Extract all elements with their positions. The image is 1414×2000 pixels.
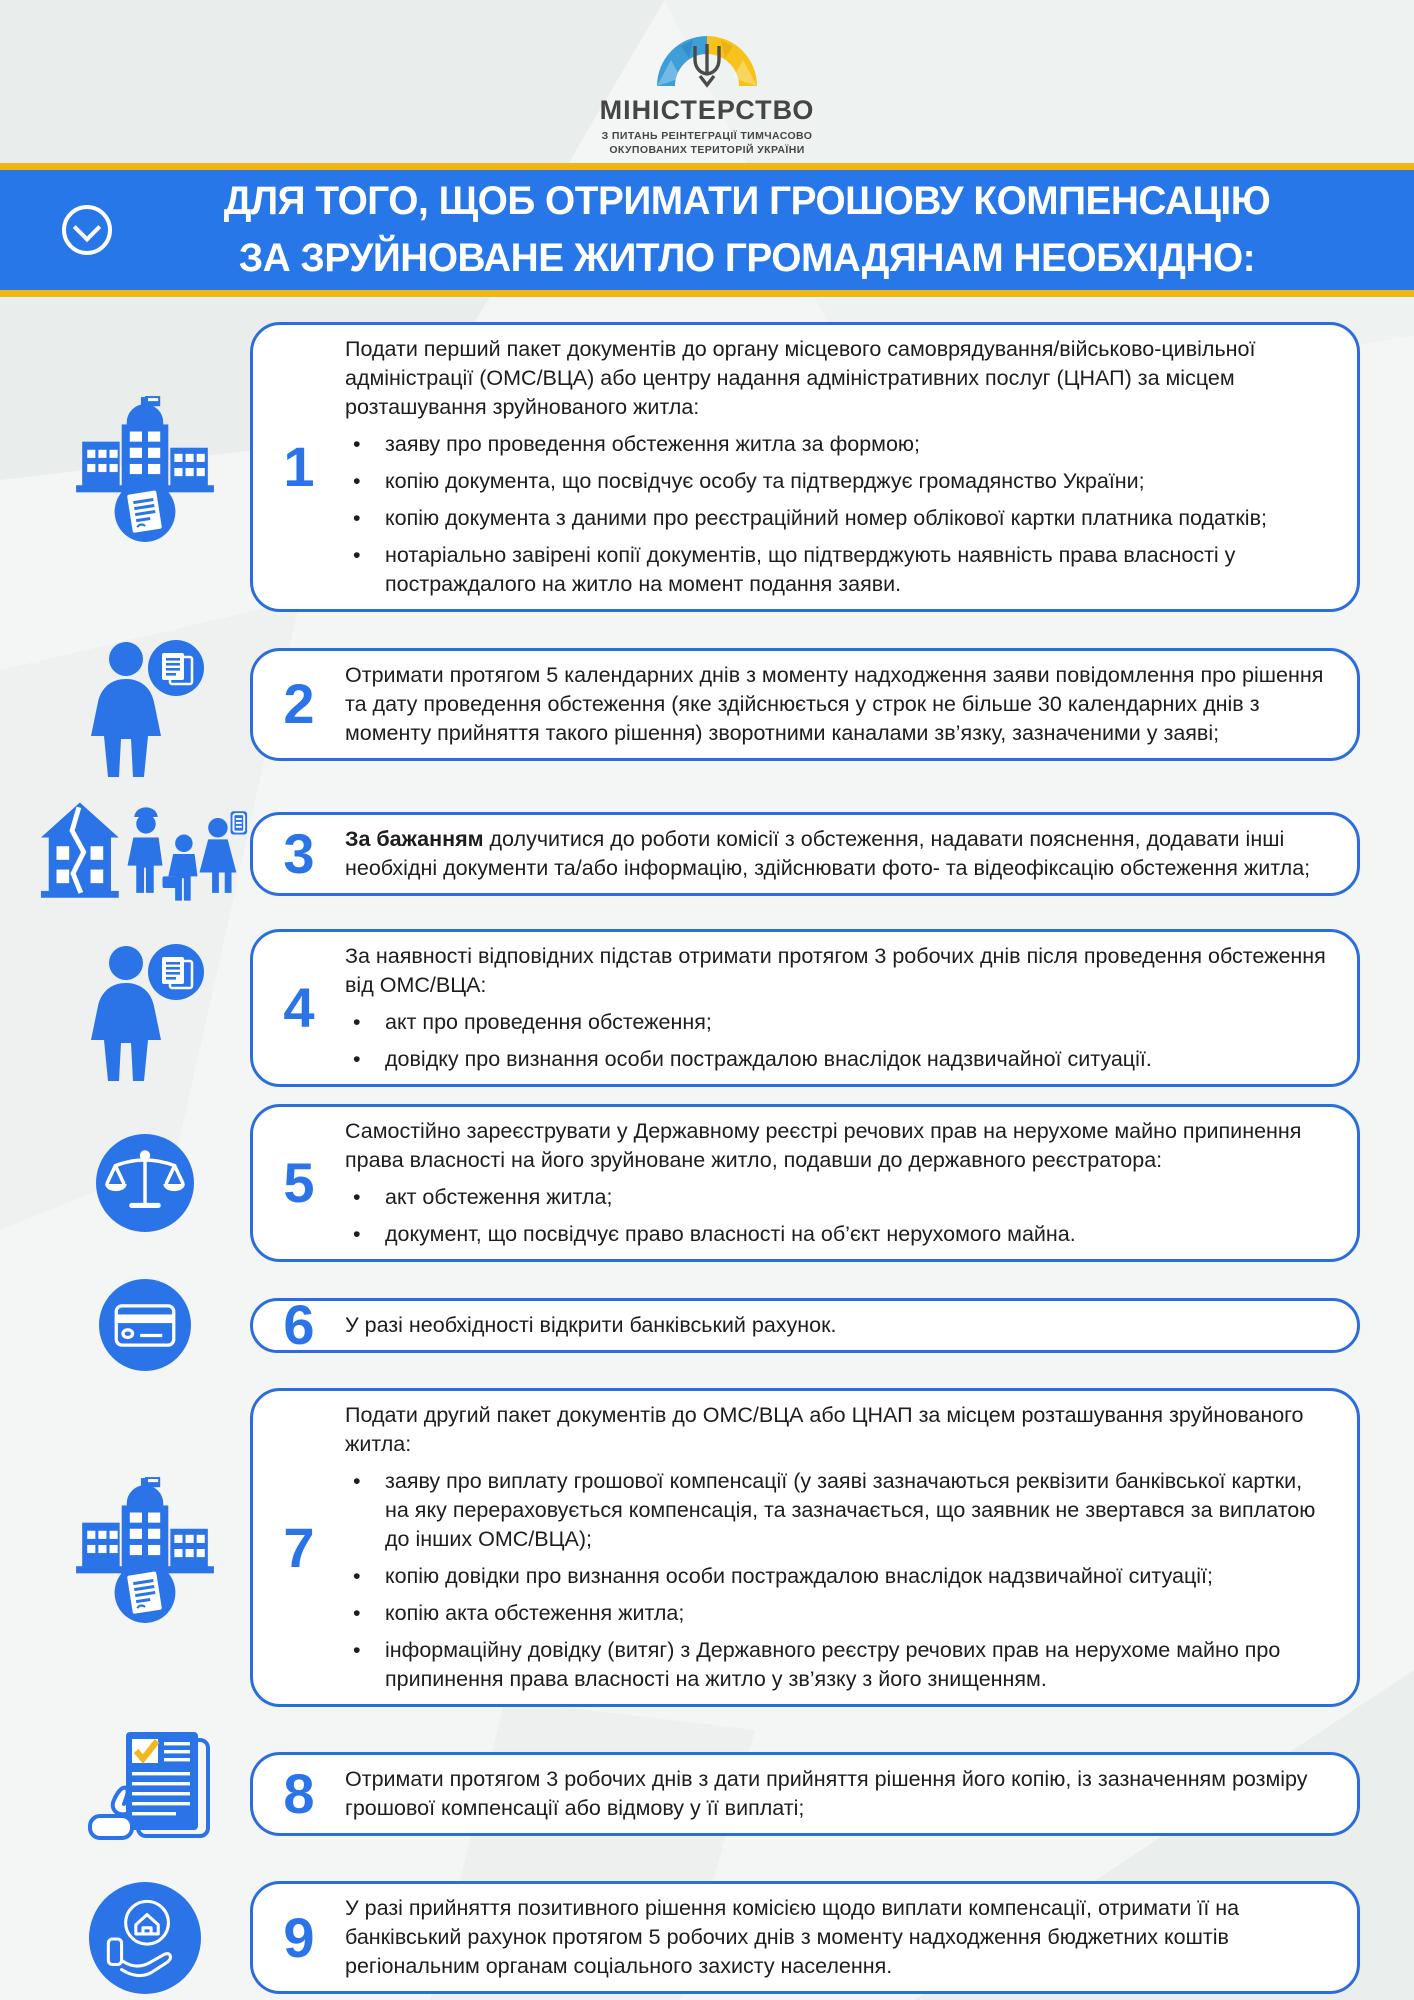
step-number: 7 <box>283 1515 315 1579</box>
step-intro <box>345 1401 1331 1459</box>
step-intro <box>345 1765 1331 1823</box>
banner-title <box>100 173 1394 287</box>
bullet-text: • копію довідки про визнання особи постраждалою внаслідок надзвичайної ситуації; <box>385 1564 1213 1588</box>
step-box <box>250 812 1360 896</box>
ministry-subtitle-line1: З ПИТАНЬ РЕІНТЕГРАЦІЇ ТИМЧАСОВО <box>601 130 813 142</box>
bullet-item <box>345 504 1331 533</box>
step-box <box>250 1881 1360 1994</box>
ministry-header <box>0 30 1414 157</box>
step-number: 2 <box>283 672 315 735</box>
bullet-item <box>345 430 1331 459</box>
bullet-item <box>345 1636 1331 1694</box>
bullet-item <box>345 1045 1331 1074</box>
banner-title-line1: ДЛЯ ТОГО, ЩОБ ОТРИМАТИ ГРОШОВУ КОМПЕНСАЦІЮ <box>223 179 1271 223</box>
step-intro-text: Подати другий пакет документів до ОМС/ВЦА або ЦНАП за місцем розташування зруйнованого житла: <box>345 1403 1304 1456</box>
person-documents-icon <box>40 629 250 779</box>
step-intro-text: Отримати протягом 5 календарних днів з моменту надходження заяви повідомлення про рішення та дату проведення обстеження (яке здійснюється у строк не більше 30 календарних днів з моменту прийняття такого рішення) зворотними каналами зв’язку, зазначеними у заяві; <box>345 662 1324 745</box>
ministry-subtitle-line2: ОКУПОВАНИХ ТЕРИТОРІЙ УКРАЇНИ <box>609 144 805 156</box>
step-row <box>40 796 1360 912</box>
steps-list <box>40 322 1360 1994</box>
bullet-item <box>345 1467 1331 1554</box>
step-intro-text: Отримати протягом 3 робочих днів з дати прийняття рішення його копію, із зазначенням розміру грошової компенсації або відмову у її виплаті; <box>345 1767 1308 1820</box>
step-row <box>40 1388 1360 1707</box>
house-coin-hand-icon <box>40 1882 250 1994</box>
bullet-text: • нотаріально завірені копії документів, що підтверджують наявність права власності у постраждалого на житло на момент подання заяви. <box>385 543 1236 596</box>
step-box <box>250 1293 1360 1356</box>
credit-card-icon <box>40 1279 250 1371</box>
bullet-text: • заяву про виплату грошової компенсації (у заяві зазначаються реквізити банківської картки, на яку перераховується компенсація, та зазначається, що заявник не звертався за виплатою до інших ОМС/ВЦА); <box>385 1469 1316 1551</box>
bullet-list <box>345 430 1331 599</box>
bullet-item <box>345 467 1331 496</box>
step-number: 5 <box>283 1151 315 1214</box>
step-intro-text: долучитися до роботи комісії з обстеження, надавати пояснення, додавати інші необхідні документи та/або інформацію, здійснювати фото- та відеофіксацію обстеження житла; <box>345 827 1311 880</box>
bullet-text: • заяву про проведення обстеження житла за формою; <box>385 432 921 456</box>
bullet-text: • довідку про визнання особи постраждалою внаслідок надзвичайної ситуації. <box>385 1047 1152 1071</box>
step-number: 1 <box>283 435 315 498</box>
step-row <box>40 1724 1360 1864</box>
bullet-item <box>345 1599 1331 1628</box>
government-building-documents-icon <box>40 391 250 543</box>
step-number: 6 <box>283 1293 315 1356</box>
step-row <box>40 629 1360 779</box>
bullet-item <box>345 1220 1331 1249</box>
step-box <box>250 1104 1360 1262</box>
step-intro-text: За наявності відповідних підстав отримати протягом 3 робочих днів після проведення обстеження від ОМС/ВЦА: <box>345 944 1326 997</box>
title-banner <box>0 163 1414 297</box>
step-intro-text: Подати перший пакет документів до органу місцевого самоврядування/військово-цивільної адміністрації (ОМС/ВЦА) або центру надання адміністративних послуг (ЦНАП) за місцем розташування зруйнованого житла: <box>345 337 1256 419</box>
bullet-text: • інформаційну довідку (витяг) з Державного реєстру речових прав на нерухоме майно про припинення права власності на житло у зв’язку з його знищенням. <box>385 1638 1281 1691</box>
step-intro <box>345 335 1331 422</box>
step-intro-bold: За бажанням <box>345 827 484 851</box>
step-number: 9 <box>283 1905 315 1969</box>
bullet-text: • акт обстеження житла; <box>385 1185 613 1209</box>
bullet-text: • документ, що посвідчує право власності на об’єкт нерухомого майна. <box>385 1222 1076 1246</box>
bullet-item <box>345 1562 1331 1591</box>
document-checkmark-hand-icon <box>40 1724 250 1864</box>
step-number: 4 <box>283 976 315 1039</box>
bullet-text: • копію документа, що посвідчує особу та підтверджує громадянство України; <box>385 469 1145 493</box>
step-box <box>250 322 1360 612</box>
bullet-item <box>345 1008 1331 1037</box>
ministry-subtitle <box>0 129 1414 157</box>
step-intro <box>345 1117 1331 1175</box>
bullet-item <box>345 1183 1331 1212</box>
step-intro <box>345 1311 1331 1340</box>
step-box <box>250 1388 1360 1707</box>
step-intro-text: У разі прийняття позитивного рішення комісією щодо виплати компенсації, отримати її на банківський рахунок протягом 5 робочих днів з моменту надходження бюджетних коштів регіональним органам соціального захисту населення. <box>345 1896 1240 1978</box>
scales-icon <box>40 1134 250 1232</box>
step-intro-text: У разі необхідності відкрити банківський рахунок. <box>345 1312 837 1337</box>
banner-title-line2: ЗА ЗРУЙНОВАНЕ ЖИТЛО ГРОМАДЯНАМ НЕОБХІДНО: <box>238 236 1256 280</box>
bullet-text: • акт про проведення обстеження; <box>385 1010 712 1034</box>
bullet-list <box>345 1183 1331 1249</box>
ministry-title: МІНІСТЕРСТВО <box>599 95 815 125</box>
person-documents-icon <box>40 933 250 1083</box>
bullet-text: • копію акта обстеження житла; <box>385 1601 685 1625</box>
step-row <box>40 929 1360 1087</box>
step-row <box>40 1881 1360 1994</box>
step-row <box>40 1104 1360 1262</box>
bullet-text: • копію документа з даними про реєстраційний номер облікової картки платника податків; <box>385 506 1267 530</box>
bullet-list <box>345 1008 1331 1074</box>
step-intro-text: Самостійно зареєструвати у Державному реєстрі речових прав на нерухоме майно припинення права власності на його зруйноване житло, подавши до державного реєстратора: <box>345 1119 1302 1172</box>
step-intro <box>345 1894 1331 1981</box>
step-intro <box>345 825 1331 883</box>
step-box <box>250 929 1360 1087</box>
bullet-list <box>345 1467 1331 1694</box>
step-row <box>40 322 1360 612</box>
step-number: 8 <box>283 1762 315 1825</box>
step-number: 3 <box>283 822 315 885</box>
step-intro <box>345 942 1331 1000</box>
step-box <box>250 1752 1360 1836</box>
damaged-house-commission-icon <box>40 796 250 912</box>
step-row <box>40 1279 1360 1371</box>
step-intro <box>345 661 1331 748</box>
ministry-arch-trident-logo <box>0 30 1414 93</box>
bullet-item <box>345 541 1331 599</box>
step-box <box>250 648 1360 761</box>
government-building-documents-icon <box>40 1472 250 1624</box>
